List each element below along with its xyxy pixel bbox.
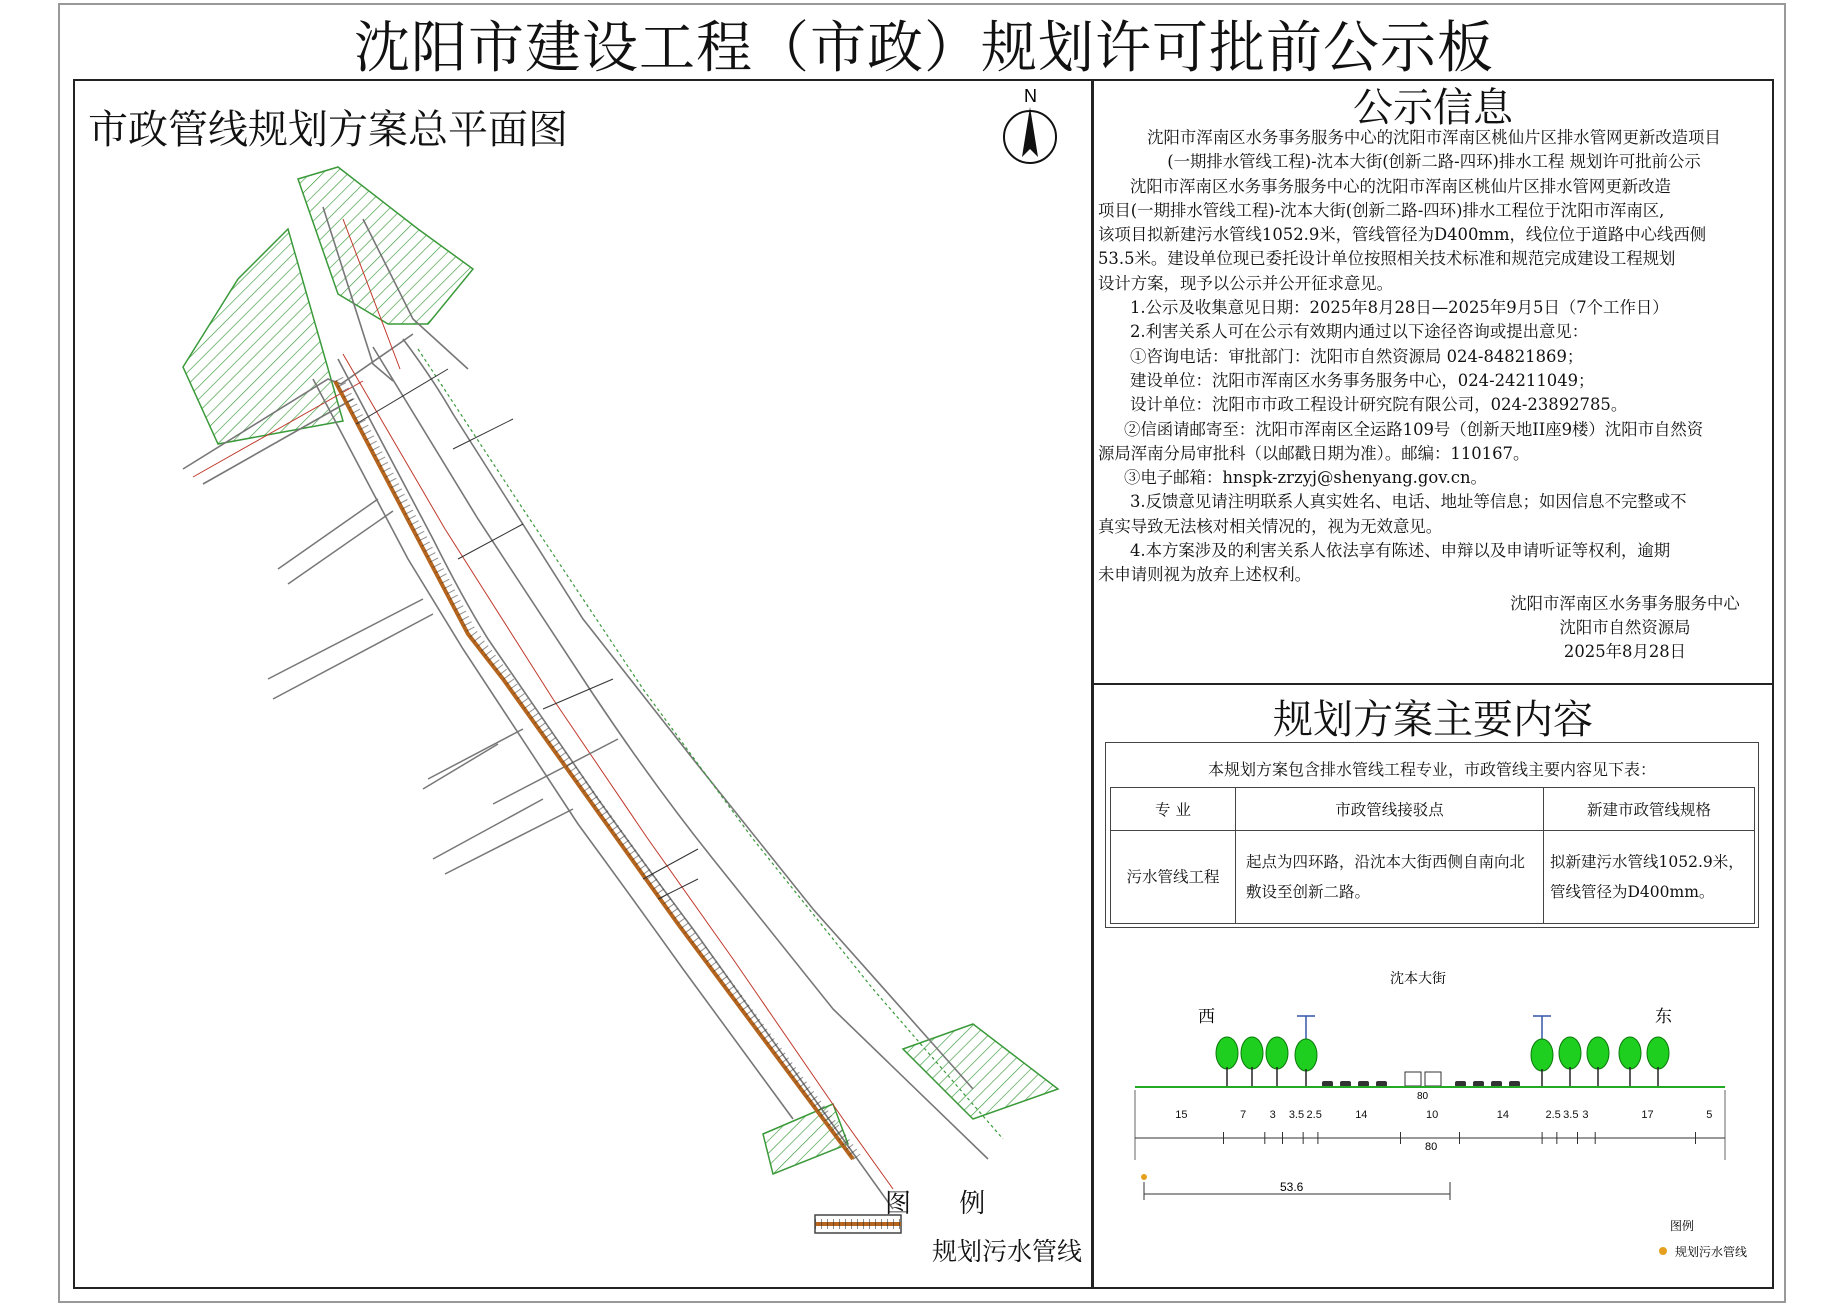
notice-line: 真实导致无法核对相关情况的，视为无效意见。 xyxy=(1098,516,1443,536)
segment-width-label: 15 xyxy=(1175,1109,1188,1121)
notice-line: ①咨询电话：审批部门：沈阳市自然资源局 024-84821869； xyxy=(1130,346,1584,366)
median-shrub-icon xyxy=(1405,1072,1441,1086)
table-header: 新建市政管线规格 xyxy=(1544,788,1755,831)
scheme-title: 规划方案主要内容 xyxy=(1273,697,1593,743)
side-road xyxy=(268,499,618,874)
cs-legend-label: 规划污水管线 xyxy=(1675,1245,1748,1259)
sewer-pipe xyxy=(335,379,857,1159)
scheme-intro: 本规划方案包含排水管线工程专业，市政管线主要内容见下表： xyxy=(1207,760,1656,779)
notice-line: 4.本方案涉及的利害关系人依法享有陈述、申辩以及申请听证等权利，逾期 xyxy=(1130,541,1671,561)
notice-line: 建设单位：沈阳市浑南区水务事务服务中心，024-24211049； xyxy=(1130,370,1595,390)
segment-width-label: 17 xyxy=(1641,1109,1654,1121)
dimension-mark xyxy=(356,369,698,899)
notice-line: 项目(一期排水管线工程)-沈本大街(创新二路-四环)排水工程位于沈阳市浑南区, xyxy=(1098,200,1665,220)
notice-title: 公示信息 xyxy=(1353,85,1513,131)
notice-line: ③电子邮箱：hnspk-zrzyj@shenyang.gov.cn。 xyxy=(1124,468,1487,488)
tree-icon xyxy=(1216,1037,1669,1071)
green-parcel xyxy=(298,167,473,324)
street-lamp-icon xyxy=(1297,1016,1551,1050)
total-width: 80 xyxy=(1425,1141,1438,1153)
section-divider xyxy=(1092,683,1774,685)
segment-width-label: 7 xyxy=(1240,1109,1247,1121)
table-header: 市政管线接驳点 xyxy=(1236,788,1544,831)
notice-line: (一期排水管线工程)-沈本大街(创新二路-四环)排水工程 规划许可批前公示 xyxy=(1167,152,1701,172)
site-plan-drawing xyxy=(73,79,1093,1289)
north-arrow-icon xyxy=(1004,86,1056,163)
table-cell: 污水管线工程 xyxy=(1111,831,1236,924)
table-header: 专 业 xyxy=(1111,788,1236,831)
notice-line: 沈阳市浑南区水务事务服务中心的沈阳市浑南区桃仙片区排水管网更新改造 xyxy=(1130,176,1671,196)
notice-line: 3.反馈意见请注明联系人真实姓名、电话、地址等信息；如因信息不完整或不 xyxy=(1130,492,1687,512)
segment-width-label: 3.5 xyxy=(1563,1109,1579,1121)
signature-date: 2025年8月28日 xyxy=(1563,642,1687,662)
signature-bureau: 沈阳市自然资源局 xyxy=(1559,617,1691,637)
main-road xyxy=(313,339,1003,1209)
notice-line: 2.利害关系人可在公示有效期内通过以下途径咨询或提出意见： xyxy=(1130,322,1589,342)
table-cell: 拟新建污水管线1052.9米，管线管径为D400mm。 xyxy=(1544,831,1755,924)
segment-width-label: 3 xyxy=(1582,1109,1589,1121)
segment-width-label: 3.5 xyxy=(1288,1109,1305,1121)
offset-value: 53.6 xyxy=(1280,1180,1304,1194)
segment-width-label: 14 xyxy=(1496,1109,1510,1121)
green-parcel xyxy=(183,229,343,444)
road-cross-section xyxy=(1100,960,1770,1280)
segment-width-label: 10 xyxy=(1426,1109,1439,1121)
green-parcel xyxy=(903,1024,1058,1119)
segment-width-label: 3 xyxy=(1269,1109,1276,1121)
segment-width-label: 2.5 xyxy=(1545,1109,1561,1121)
notice-line: 设计方案，现予以公示并公开征求意见。 xyxy=(1098,273,1394,293)
north-label: N xyxy=(1024,86,1037,106)
notice-line: 未申请则视为放弃上述权利。 xyxy=(1098,565,1312,585)
west-label: 西 xyxy=(1198,1007,1215,1026)
notice-line: ②信函请邮寄至：沈阳市浑南区全运路109号（创新天地II座9楼）沈阳市自然资 xyxy=(1124,419,1704,439)
table-cell: 起点为四环路，沿沈本大街西侧自南向北敷设至创新二路。 xyxy=(1236,831,1544,924)
segment-width-label: 5 xyxy=(1706,1109,1713,1121)
notice-line: 1.公示及收集意见日期：2025年8月28日—2025年9月5日（7个工作日） xyxy=(1130,298,1669,318)
cs-legend-title: 图例 xyxy=(1670,1219,1695,1233)
page-title: 沈阳市建设工程（市政）规划许可批前公示板 xyxy=(354,16,1494,81)
notice-line: 该项目拟新建污水管线1052.9米，管线管径为D400mm，线位位于道路中心线西侧 xyxy=(1098,225,1707,245)
signature-org: 沈阳市浑南区水务事务服务中心 xyxy=(1510,593,1740,613)
table-row xyxy=(1111,831,1755,924)
pipe-legend-icon xyxy=(1659,1247,1667,1255)
pipe-marker-icon xyxy=(1141,1174,1147,1180)
segment-width-label: 2.5 xyxy=(1306,1109,1322,1121)
scheme-table xyxy=(1110,787,1755,924)
notice-line: 设计单位：沈阳市市政工程设计研究院有限公司，024-23892785。 xyxy=(1130,395,1628,415)
cross-section-title: 沈本大街 xyxy=(1390,971,1446,987)
notice-body xyxy=(1098,126,1770,665)
plan-legend-title: 图 例 xyxy=(885,1189,1006,1219)
east-label: 东 xyxy=(1655,1007,1672,1026)
notice-line: 沈阳市浑南区水务事务服务中心的沈阳市浑南区桃仙片区排水管网更新改造项目 xyxy=(1147,128,1721,147)
plan-title: 市政管线规划方案总平面图 xyxy=(88,107,568,153)
center-width: 80 xyxy=(1417,1091,1429,1102)
notice-line: 源局浑南分局审批科（以邮戳日期为准）。邮编：110167。 xyxy=(1098,443,1530,463)
notice-line: 53.5米。建设单位现已委托设计单位按照相关技术标准和规范完成建设工程规划 xyxy=(1098,249,1676,269)
tree-trunks xyxy=(1227,1067,1658,1087)
green-parcel xyxy=(763,1104,848,1174)
segment-width-label: 14 xyxy=(1355,1109,1368,1121)
plan-legend-label: 规划污水管线 xyxy=(932,1237,1083,1266)
